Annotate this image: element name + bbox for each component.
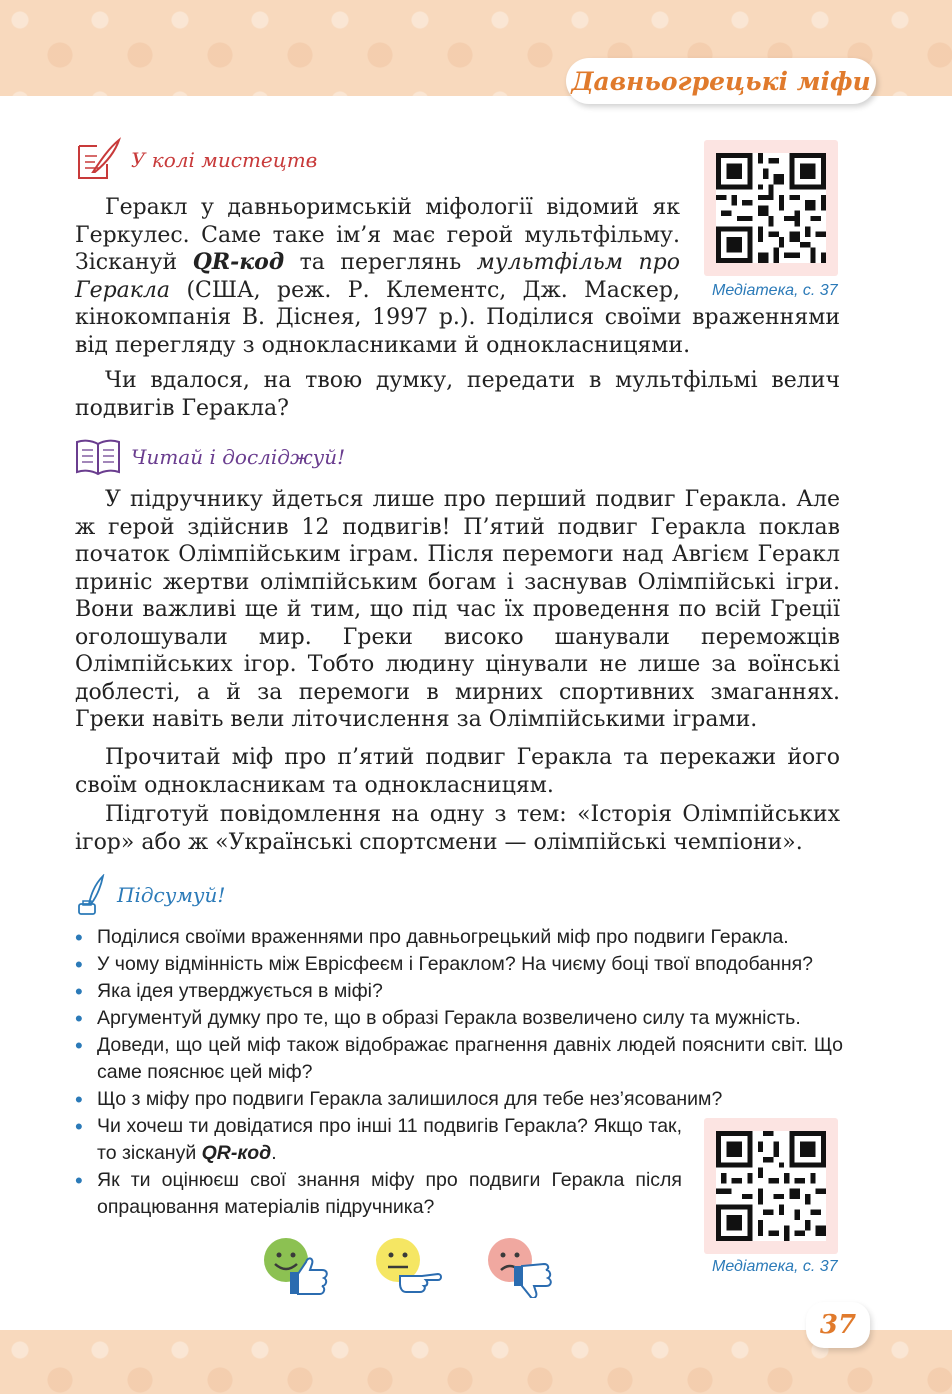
qr-caption-1: Медіатека, с. 37 xyxy=(712,282,838,299)
list-item: • Що з міфу про подвиги Геракла залишилося для тебе нез’ясованим? xyxy=(75,1086,843,1113)
list-item: • У чому відмінність між Еврісфеєм і Гераклом? На чиєму боці твої вподобання? xyxy=(75,951,843,978)
inkwell-feather-icon xyxy=(75,874,107,916)
list-item: • Поділися своїми враженнями про давньогрецький міф про подвиги Геракла. xyxy=(75,924,843,951)
section-art-title: У колі мистецтв xyxy=(131,148,318,172)
section-read-title: Читай і досліджуй! xyxy=(131,445,346,469)
list-item: • Доведи, що цей міф також відображає прагнення давніх людей пояснити світ. Що саме пояснює цей міф? xyxy=(75,1032,843,1086)
item7-text-b: . xyxy=(271,1142,277,1164)
section-summary-title: Підсумуй! xyxy=(117,883,226,907)
qr-caption-2: Медіатека, с. 37 xyxy=(712,1258,838,1275)
chapter-header xyxy=(566,58,876,104)
qr-code-icon xyxy=(716,1131,826,1241)
art-p1-part-b: та переглянь xyxy=(284,250,477,275)
read-paragraph-2: Прочитай міф про п’ятий подвиг Геракла та перекажи його своїм однокласникам та однокласницям. xyxy=(75,745,840,798)
sad-thumbs-down-icon[interactable] xyxy=(484,1236,556,1298)
smile-thumbs-up-icon[interactable] xyxy=(260,1236,332,1298)
art-p1-part-c: (США, реж. Р. Клементс, Дж. Маскер, кінокомпанія В. Діснея, 1997 р.). Поділися своїми враженнями від перегляду з однокласниками й однокласницями. xyxy=(75,277,840,358)
section-summary-heading xyxy=(75,874,225,916)
quill-paper-icon xyxy=(75,136,121,184)
art-paragraph-2: Чи вдалося, на твою думку, передати в мультфільмі велич подвигів Геракла? xyxy=(75,368,840,421)
section-read-heading xyxy=(75,436,345,478)
neutral-pointing-icon[interactable] xyxy=(372,1236,444,1298)
item7-qr-term: QR-код xyxy=(201,1142,272,1164)
qr-code-term: QR-код xyxy=(192,249,285,275)
list-item: • Як ти оцінюєш свої знання міфу про подвиги Геракла після опрацювання матеріалів підручника? xyxy=(75,1167,682,1221)
list-item: • Аргументуй думку про те, що в образі Геракла возвеличено силу та мужність. xyxy=(75,1005,843,1032)
list-item: • Яка ідея утверджується в міфі? xyxy=(75,978,843,1005)
list-item xyxy=(75,1113,682,1167)
qr-float-spacer xyxy=(680,194,840,304)
read-paragraph-3: Підготуй повідомлення на одну з тем: «Історія Олімпійських ігор» або ж «Українські спортсмени — олімпійські чемпіони». xyxy=(75,802,840,855)
film-title: мультфільм про Геракла xyxy=(75,250,680,303)
art-p1-part-a: Геракл у давньоримській міфології відомий як Геркулес. Саме таке ім’я має герой мультфільму. Зіскануй xyxy=(75,195,680,275)
chapter-title: Давньогрецькі міфи xyxy=(571,66,871,96)
qr-code-2[interactable] xyxy=(704,1118,838,1254)
page-number: 37 xyxy=(806,1302,870,1348)
item7-text-a: Чи хочеш ти довідатися про інші 11 подвигів Геракла? Якщо так, то зіскануй xyxy=(97,1115,682,1164)
art-paragraph-1-text xyxy=(75,194,840,359)
self-assessment-emojis xyxy=(260,1236,556,1298)
open-book-icon xyxy=(75,436,121,478)
section-art-heading xyxy=(75,136,317,184)
read-paragraph-1: У підручнику йдеться лише про перший подвиг Геракла. Але ж герой здійснив 12 подвигів! П’ятий подвиг Геракла поклав початок Олімпійським іграм. Після перемоги над Авгієм Геракл приніс жертви олімпійським богам і заснував Олімпійські ігри. Вони важливі ще й тим, що під час їх проведення по всій Греції оголошували мир. Греки високо шанували переможців Олімпійських ігор. Тобто людину цінували не лише за воїнські доблесті, а й за перемоги в мирних спортивних змаганнях. Греки навіть вели літочислення за Олімпійськими іграми. xyxy=(75,487,840,732)
